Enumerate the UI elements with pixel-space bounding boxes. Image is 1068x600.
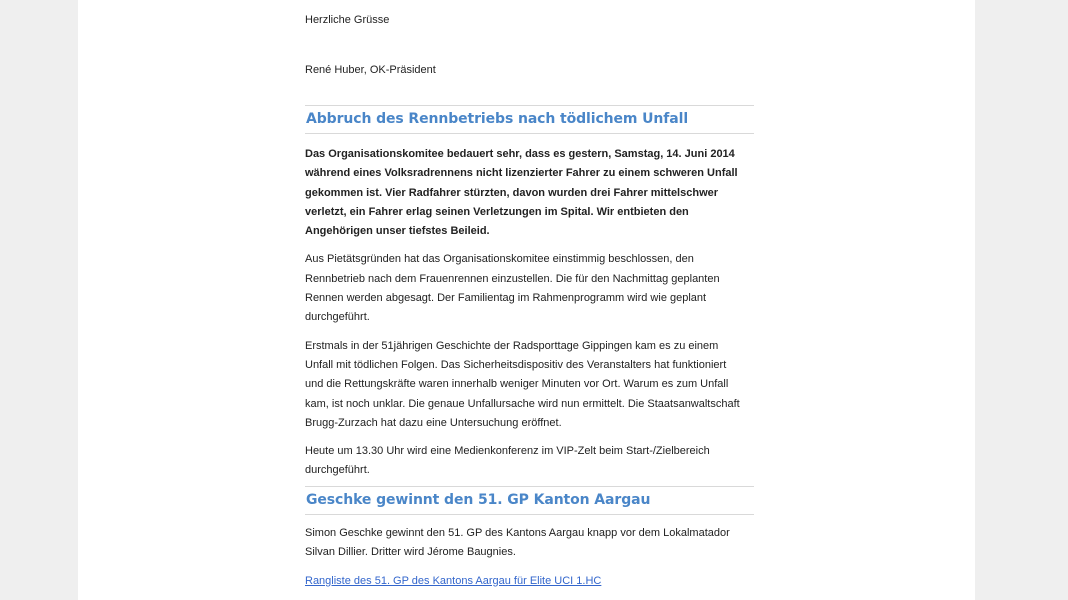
- article-2-title: Geschke gewinnt den 51. GP Kanton Aargau: [306, 492, 651, 508]
- article-1-headline: [305, 105, 754, 134]
- article-1-lead: Das Organisationskomitee bedauert sehr, dass es gestern, Samstag, 14. Juni 2014 während eines Volksradrennens nicht lizenzierter Fahrer zu einem schweren Unfall gekommen ist. Vier Radfahrer stürzten, davon wurden drei Fahrer mittelschwer verletzt, ein Fahrer erlag seinen Verletzungen im Spital. Wir entbieten den Angehörigen unser tiefstes Beileid.: [305, 148, 738, 238]
- article-1-body: [305, 145, 745, 490]
- greeting-text: Herzliche Grüsse: [305, 14, 390, 26]
- article-2-body: [305, 524, 745, 600]
- article-1-paragraph-1: Aus Pietätsgründen hat das Organisationskomitee einstimmig beschlossen, den Rennbetrieb nach dem Frauenrennen einzustellen. Die für den Nachmittag geplanten Rennen werden abgesagt. Der Familientag im Rahmenprogramm wird wie geplant durchgeführt.: [305, 253, 720, 324]
- article-1-paragraph-3: Heute um 13.30 Uhr wird eine Medienkonferenz im VIP-Zelt beim Start-/Zielbereich durchgeführt.: [305, 445, 710, 477]
- email-page: [78, 0, 975, 600]
- article-2-headline: [305, 486, 754, 515]
- article-2-paragraph-1: Simon Geschke gewinnt den 51. GP des Kantons Aargau knapp vor dem Lokalmatador Silvan Dillier. Dritter wird Jérome Baugnies.: [305, 527, 730, 559]
- article-1-paragraph-2: Erstmals in der 51jährigen Geschichte der Radsporttage Gippingen kam es zu einem Unfall mit tödlichen Folgen. Das Sicherheitsdispositiv des Veranstalters hat funktioniert und die Rettungskräfte waren innerhalb weniger Minuten vor Ort. Warum es zum Unfall kam, ist noch unklar. Die genaue Unfallursache wird nun ermittelt. Die Staatsanwaltschaft Brugg-Zurzach hat dazu eine Untersuchung eröffnet.: [305, 339, 740, 429]
- ranking-link[interactable]: Rangliste des 51. GP des Kantons Aargau für Elite UCI 1.HC: [305, 574, 602, 587]
- signature-text: René Huber, OK-Präsident: [305, 64, 436, 76]
- article-1-title: Abbruch des Rennbetriebs nach tödlichem Unfall: [306, 111, 689, 127]
